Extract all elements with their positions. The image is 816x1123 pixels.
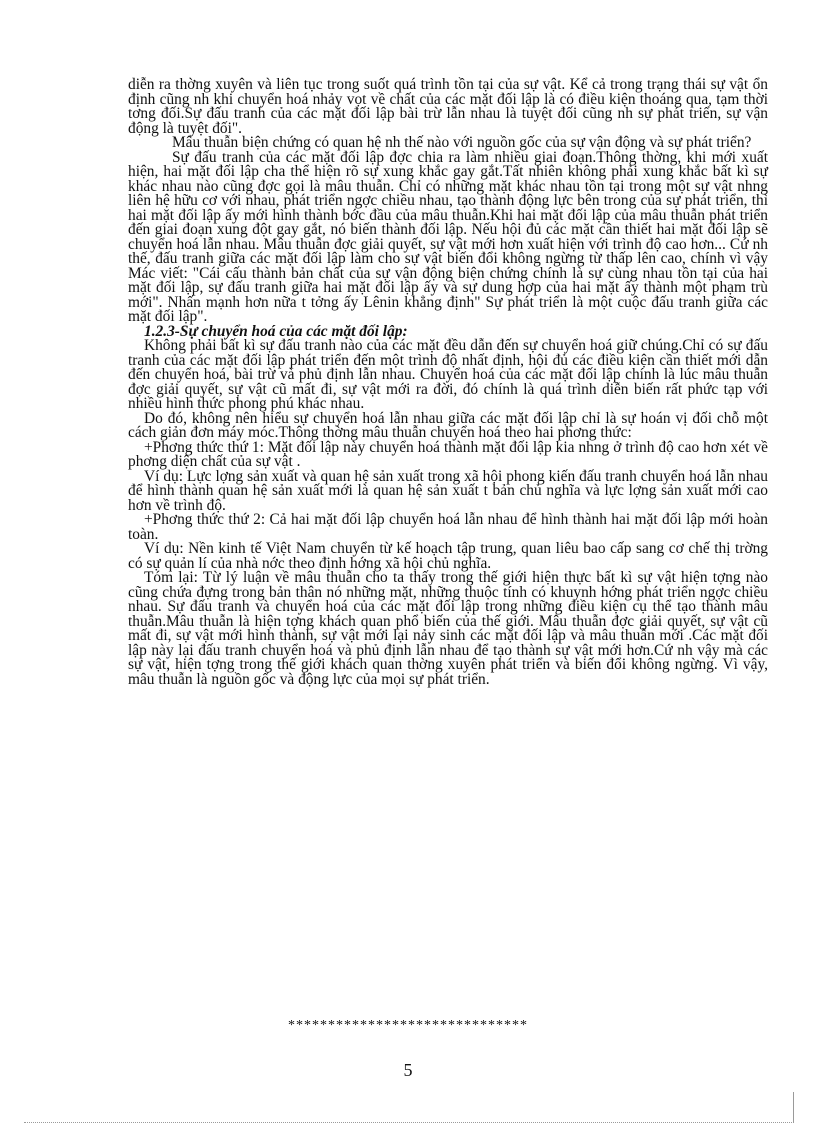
paragraph-method-2: +Phơng thức thứ 2: Cả hai mặt đối lập chuyển hoá lẫn nhau để hình thành hai mặt đối lập mới hoàn toàn. [128,511,768,543]
paragraph-continuation: diễn ra thờng xuyên và liên tục trong suốt quá trình tồn tại của sự vật. Kể cả trong trạng thái sự vật ổn định cũng nh khi chuyển hoá nhảy vọt về chất của các mặt đối lập là có điều kiện thoáng qua, tạm thời tơng đối.Sự đấu tranh của các mặt đối lập bài trừ lẫn nhau là tuyệt đối cũng nh sự phát triển, sự vận động là tuyệt đối". [128,76,768,137]
paragraph-question: Mâu thuẫn biện chứng có quan hệ nh thế nào với nguồn gốc của sự vận động và sự phát triển? [172,134,752,151]
paragraph-example-2: Ví dụ: Nền kinh tế Việt Nam chuyển từ kế hoạch tập trung, quan liêu bao cấp sang cơ chế thị trờng có sự quản lí của nhà nớc theo định hớng xã hội chủ nghĩa. [128,540,768,572]
paragraph-struggle: Sự đấu tranh của các mặt đối lập đợc chia ra làm nhiều giai đoạn.Thông thờng, khi mới xuất hiện, hai mặt đối lập cha thể hiện rõ sự xung khắc gay gắt.Tất nhiên không phải xung khắc bất kì sự khác nhau nào cũng đợc gọi là mâu thuẫn. Chỉ có những mặt khác nhau tồn tại trong một sự vật nhng liên hệ hữu cơ với nhau, phát triển ngợc chiều nhau, tạo thành động lực bên trong của sự phát triển, thì hai mặt đối lập ấy mới hình thành bớc đầu của mâu thuẫn.Khi hai mặt đối lập của mâu thuẫn phát triển đến giai đoạn xung đột gay gắt, nó biến thành đối lập. Nếu hội đủ các mặt cần thiết hai mặt đối lập sẽ chuyển hoá lẫn nhau. Mâu thuẫn đợc giải quyết, sự vật mới hơn xuất hiện với trình độ cao hơn... Cứ nh thế, đấu tranh giữa các mặt đối lập làm cho sự vật biến đổi không ngừng từ thấp lên cao, chính vì vậy Mác viết: "Cái cấu thành bản chất của sự vận động biện chứng chính là sự cùng nhau tồn tại của hai mặt đối lập, sự đấu tranh giữa hai mặt đối lập ấy và sự dung hợp của hai mặt ấy thành một phạm trù mới". Nhấn mạnh hơn nữa t tởng ấy Lênin khẳng định" Sự phát triển là một cuộc đấu tranh giữa các mặt đối lập". [128,148,768,325]
section-heading: 1.2.3-Sự chuyển hoá của các mặt đối lập: [144,322,408,340]
page-number: 5 [403,1060,413,1080]
document-body [128,78,768,687]
footer-corner-mark [793,1092,794,1122]
paragraph-two-methods: Do đó, không nên hiểu sự chuyển hoá lẫn nhau giữa các mặt đối lập chỉ là sự hoán vị đối chỗ một cách giản đơn máy móc.Thông thờng mâu thuẫn chuyển hoá theo hai phơng thức: [128,409,768,441]
paragraph-method-1: +Phơng thức thứ 1: Mặt đối lập này chuyển hoá thành mặt đối lập kia nhng ở trình độ cao hơn xét về phơng diện chất của sự vật . [128,438,768,470]
section-divider: ****************************** [288,1018,528,1033]
paragraph-example-1: Ví dụ: Lực lợng sản xuất và quan hệ sản xuất trong xã hội phong kiến đấu tranh chuyển hoá lẫn nhau để hình thành quan hệ sản xuất mới là quan hệ sản xuất t bản chủ nghĩa và lực lợng sản xuất mới cao hơn về trình độ. [128,467,768,514]
paragraph-transformation: Không phải bất kì sự đấu tranh nào của các mặt đều dẫn đến sự chuyển hoá giữ chúng.Chỉ có sự đấu tranh của các mặt đối lập phát triển đến một trình độ nhất định, hội đủ các điều kiện cần thiết mới dẫn đến chuyển hoá, bài trừ và phủ định lẫn nhau. Chuyển hoá của các mặt đối lập chính là lúc mâu thuẫn đợc giải quyết, sự vật cũ mất đi, sự vật mới ra đời, đó chính là quá trình diễn biến rất phức tạp với nhiều hình thức phong phú khác nhau. [128,337,768,412]
paragraph-summary: Tóm lại: Từ lý luận về mâu thuẫn cho ta thấy trong thế giới hiện thực bất kì sự vật hiện tợng nào cũng chứa đựng trong bản thân nó những mặt, những thuộc tính có khuynh hớng phát triển ngợc chiều nhau. Sự đấu tranh và chuyển hoá của các mặt đối lập trong những điều kiện cụ thể tạo thành mâu thuẫn.Mâu thuẫn là hiện tợng khách quan phổ biến của thế giới. Mâu thuẫn đợc giải quyết, sự vật cũ mất đi, sự vật mới hình thành, sự vật mới lại nảy sinh các mặt đối lập và mâu thuẫn mới .Các mặt đối lập này lại đấu tranh chuyển hoá và phủ định lẫn nhau để tạo thành sự vật mới hơn.Cứ nh vậy mà các sự vật, hiện tợng trong thế giới khách quan thờng xuyên phát triển và biến đổi không ngừng. Vì vậy, mâu thuẫn là nguồn gốc và động lực của mọi sự phát triển. [128,569,768,688]
